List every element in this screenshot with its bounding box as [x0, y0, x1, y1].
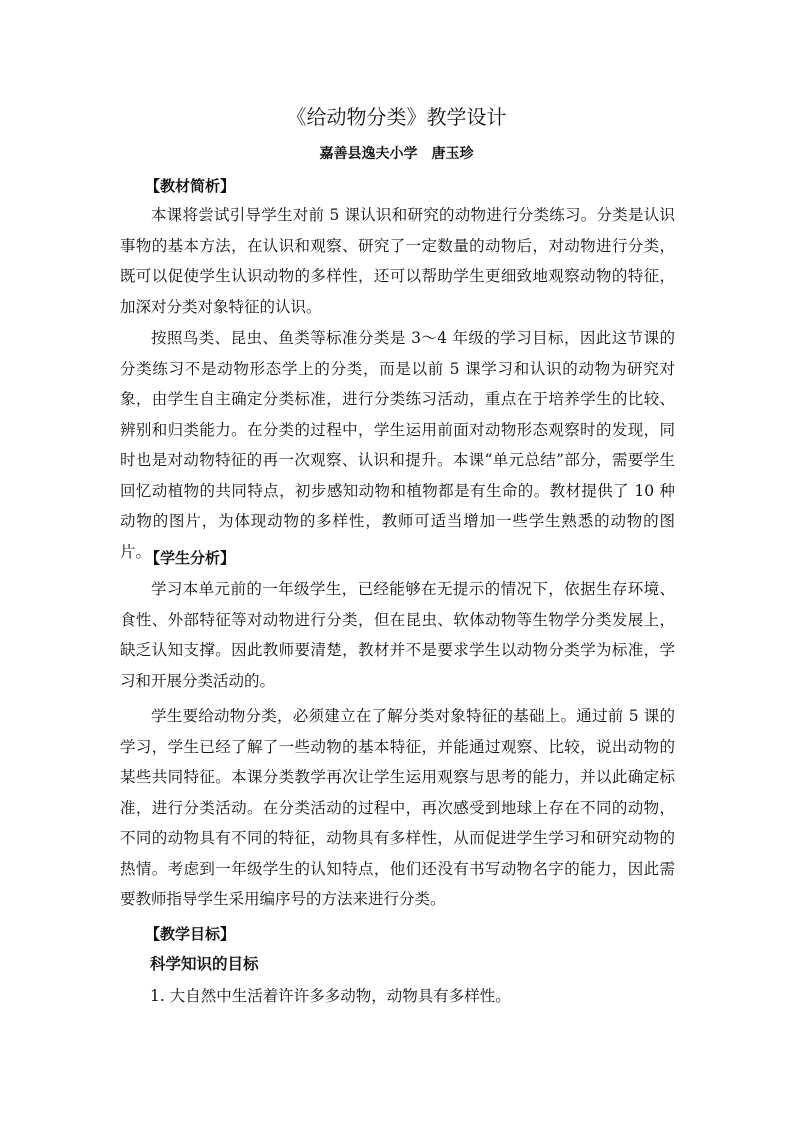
document-title: 《给动物分类》教学设计 — [286, 105, 507, 129]
list-item: 1. 大自然中生活着许许多多动物，动物具有多样性。 — [150, 987, 511, 1005]
subheading-science-knowledge: 科学知识的目标 — [150, 954, 259, 973]
paragraph: 本课将尝试引导学生对前 5 课认识和研究的动物进行分类练习。分类是认识事物的基本方法，在认识和观察、研究了一定数量的动物后，对动物进行分类，既可以促使学生认识动物的多样性，还可以帮助学生更细致地观察动物的特征，加深对分类对象特征的认识。 — [120, 206, 675, 316]
paragraph: 学生要给动物分类，必须建立在了解分类对象特征的基础上。通过前 5 课的学习，学生已经了解了一些动物的基本特征，并能通过观察、比较，说出动物的某些共同特征。本课分类教学再次让学生运用观察与思考的能力，并以此确定标准，进行分类活动。在分类活动的过程中，再次感受到地球上存在不同的动物，不同的动物具有不同的特征，动物具有多样性，从而促进学生学习和研究动物的热情。考虑到一年级学生的认知特点，他们还没有书写动物名字的能力，因此需要教师指导学生采用编序号的方法来进行分类。 — [120, 707, 675, 908]
paragraph: 按照鸟类、昆虫、鱼类等标准分类是 3～4 年级的学习目标，因此这节课的分类练习不是动物形态学上的分类，而是以前 5 课学习和认识的动物为研究对象，由学生自主确定分类标准，进行分类练习活动，重点在于培养学生的比较、辨别和归类能力。在分类的过程中，学生运用前面对动物形态观察时的发现，同时也是对动物特征的再一次观察、认识和提升。本课“单元总结”部分，需要学生回忆动植物的共同特点，初步感知动物和植物都是有生命的。教材提供了 10 种动物的图片，为体现动物的多样性，教师可适当增加一些学生熟悉的动物的图片。 — [120, 329, 675, 561]
paragraph: 学习本单元前的一年级学生，已经能够在无提示的情况下，依据生存环境、食性、外部特征等对动物进行分类，但在昆虫、软体动物等生物学分类发展上，缺乏认知支撑。因此教师要清楚，教材并不是要求学生以动物分类学为标准，学习和开展分类活动的。 — [120, 580, 675, 690]
author-line: 嘉善县逸夫小学 唐玉珍 — [319, 146, 474, 162]
section-heading-student-analysis: 【学生分析】 — [145, 549, 236, 567]
section-heading-teaching-goals: 【教学目标】 — [145, 925, 236, 943]
section-heading-textbook-analysis: 【教材简析】 — [145, 177, 236, 195]
